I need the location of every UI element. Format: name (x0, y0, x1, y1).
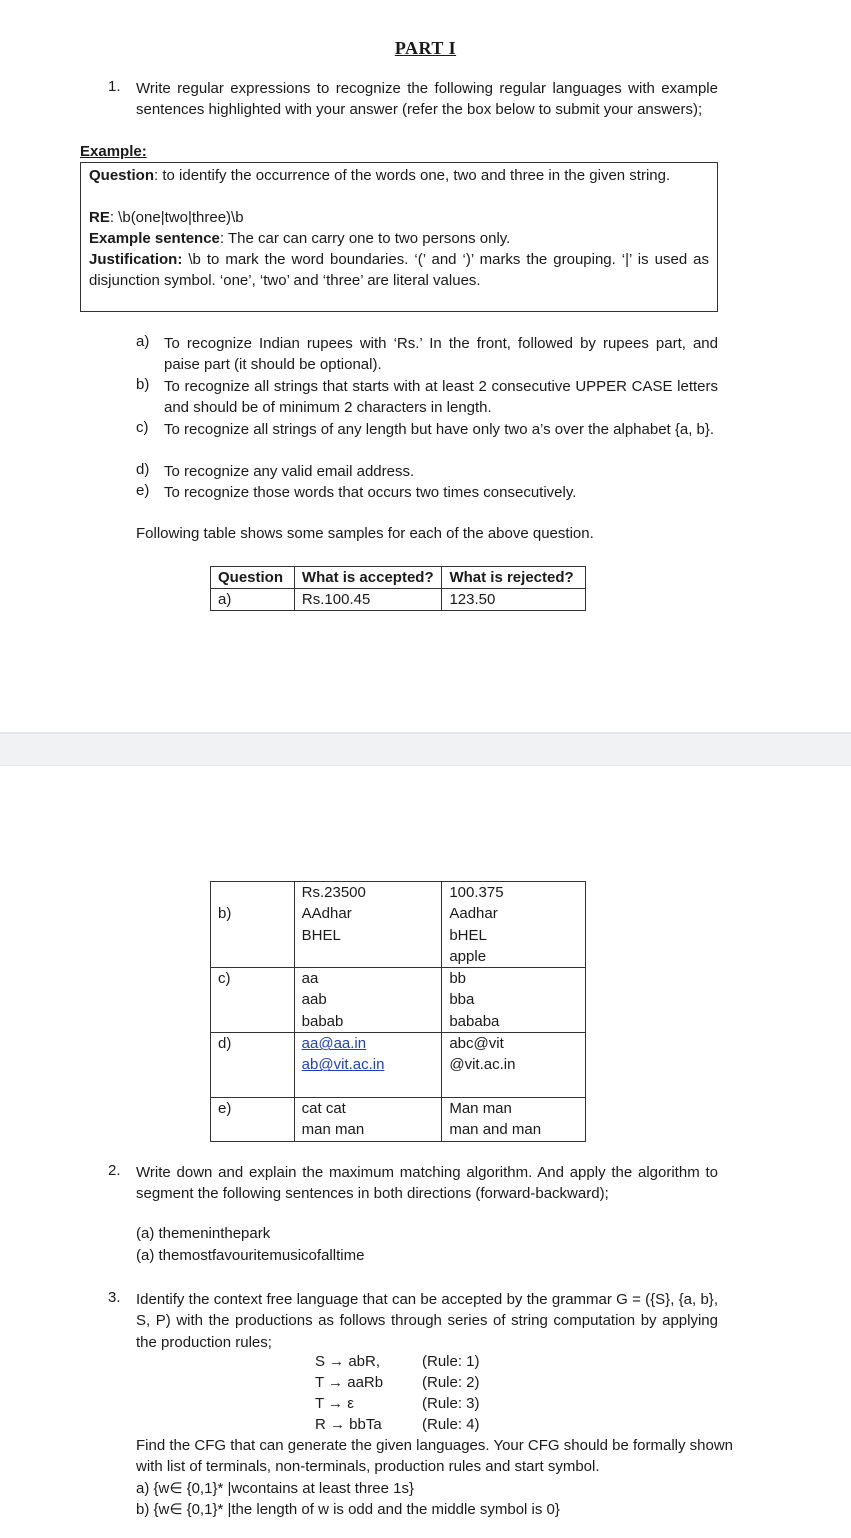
q1-number: 1. (108, 78, 121, 95)
q1-text: Write regular expressions to recognize the following regular languages with example sentences highlighted with your answer (refer the box below to submit your answers); (136, 80, 718, 119)
production-label-3: (Rule: 3) (422, 1395, 480, 1412)
q3-find-text-2: with list of terminals, non-terminals, production rules and start symbol. (136, 1458, 600, 1475)
q2-sentence-2: (a) themostfavouritemusicofalltime (136, 1247, 365, 1264)
production-label-2: (Rule: 2) (422, 1374, 480, 1391)
example-re: RE: \b(one|two|three)\b (89, 209, 244, 226)
production-rule-3: T → ε (315, 1395, 354, 1412)
example-label: Example: (80, 143, 147, 160)
production-label-1: (Rule: 1) (422, 1353, 480, 1370)
production-label-4: (Rule: 4) (422, 1416, 480, 1433)
page-separator (0, 732, 851, 766)
q2-sentence-1: (a) themeninthepark (136, 1225, 271, 1242)
table-row: a) Rs.100.45 123.50 (211, 589, 586, 611)
example-sentence: Example sentence: The car can carry one to two persons only. (89, 230, 511, 247)
q3-find-text-1: Find the CFG that can generate the given languages. Your CFG should be formally shown (136, 1437, 734, 1454)
table-row: d) aa@aa.in ab@vit.ac.in abc@vit @vit.ac.in (211, 1033, 586, 1098)
example-box (80, 162, 718, 312)
page-1: PART I 1. Write regular expressions to recognize the following regular languages with example sentences highlighted with your answer (refer the box below to submit your answers); Example: Question: to identify the occurrence of the words one, two and three in the given string. RE: \b(one|two|three)\b Example sentence: The car can carry one to two persons only. Justification: \b to mark the word boundaries. ‘(’ and ‘)’ marks the grouping. ‘|’ is used as disjunction symbol. ‘one’, ‘two’ and ‘three’ are literal values. a) To recognize Indian rupees with ‘Rs.’ In the front, followed by rupees part, and paise part (it should be optional). b) To recognize all strings that starts with at least 2 consecutive UPPER CASE letters and should be of minimum 2 characters in length. c) To recognize all strings of any length but have only two a’s over the alphabet {a, b}. d) To recognize any valid email address. e) To recognize those words that occurs two times consecutively. Following table shows some samples for each of the above question. Question What is accepted? What is rejected? a) Rs.100.45 123.50 (0, 0, 851, 732)
q3-number: 3. (108, 1289, 121, 1306)
q3-text: Identify the context free language that can be accepted by the grammar G = ({S}, {a, b}, S, P) with the productions as follows through series of string computation by applying the production rules; (136, 1291, 718, 1351)
table-row: e) cat cat man man Man man man and man (211, 1098, 586, 1142)
header-rejected: What is rejected? (442, 567, 586, 589)
samples-table-header (210, 566, 586, 611)
table-row: c) aa aab babab bb bba bababa (211, 968, 586, 1033)
header-accepted: What is accepted? (294, 567, 442, 589)
production-rule-2: T → aaRb (315, 1374, 384, 1391)
page-title: PART I (394, 38, 457, 58)
page-2 (0, 766, 851, 1538)
email-link-1[interactable]: aa@aa.in (301, 1035, 367, 1053)
q2-text: Write down and explain the maximum matching algorithm. And apply the algorithm to segment the following sentences in both directions (forward-backward); (136, 1164, 718, 1203)
q3-language-a: a) {w∈ {0,1}* |wcontains at least three 1s} (136, 1480, 414, 1497)
table-row: b) Rs.23500 AAdhar BHEL 100.375 Aadhar bHEL apple (211, 882, 586, 968)
header-question: Question (211, 567, 295, 589)
production-rule-4: R → bbTa (315, 1416, 382, 1433)
email-link-2[interactable]: ab@vit.ac.in (301, 1056, 385, 1074)
example-justification: Justification: \b to mark the word boundaries. ‘(’ and ‘)’ marks the grouping. ‘|’ is used as disjunction symbol. ‘one’, ‘two’ and ‘three’ are literal values. (89, 251, 709, 289)
example-question: Question: to identify the occurrence of the words one, two and three in the given string. (89, 167, 671, 184)
q3-language-b: b) {w∈ {0,1}* |the length of w is odd and the middle symbol is 0} (136, 1501, 560, 1518)
table-intro: Following table shows some samples for each of the above question. (136, 525, 594, 542)
samples-table-continued (210, 881, 586, 1142)
q2-number: 2. (108, 1162, 121, 1179)
production-rule-1: S → abR, (315, 1353, 381, 1370)
table-header-row (211, 567, 586, 589)
